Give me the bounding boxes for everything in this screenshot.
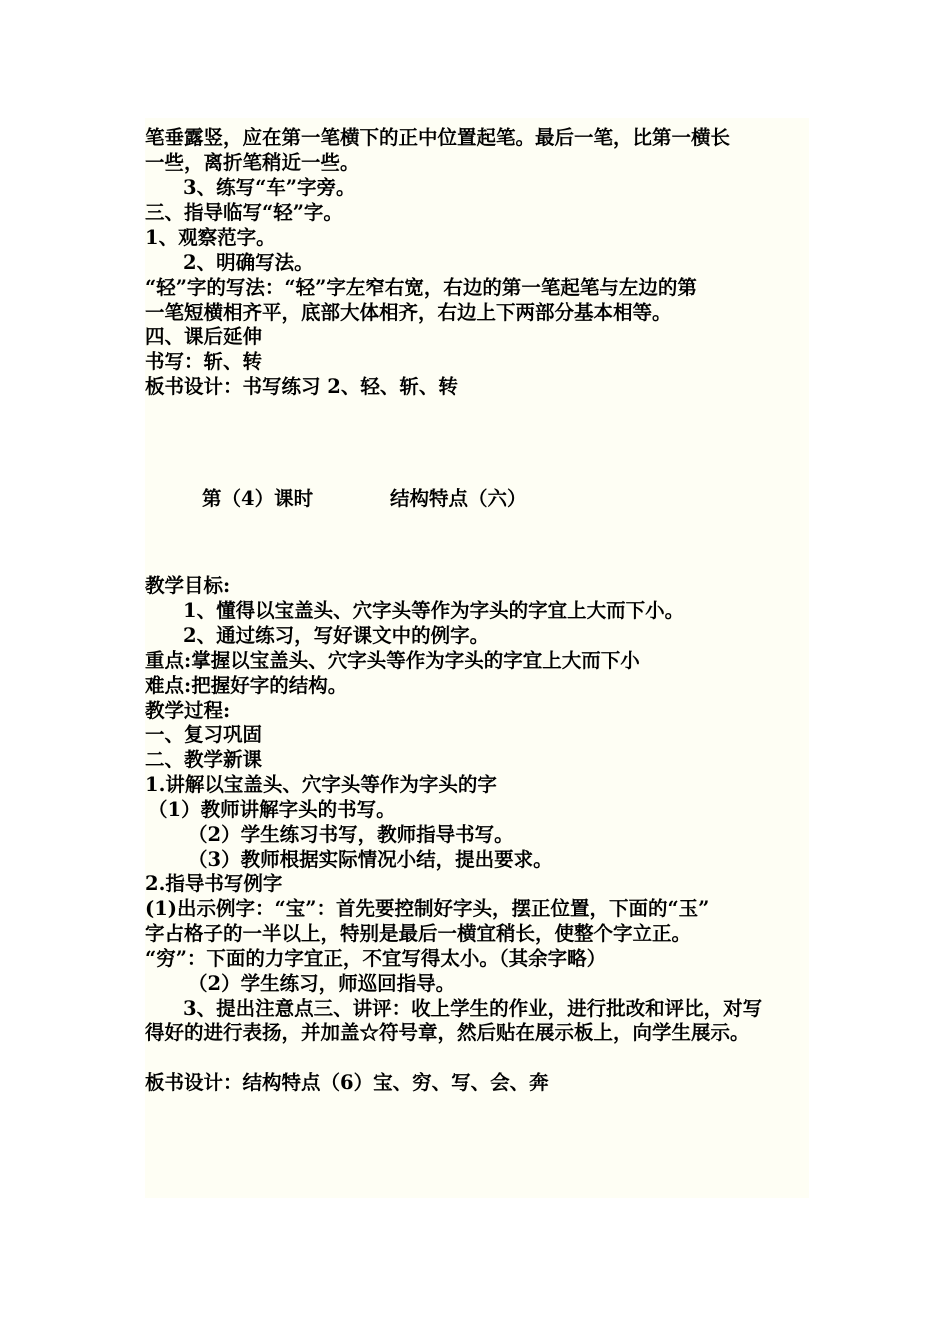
text-line: 1、懂得以宝盖头、穴字头等作为字头的字宜上大而下小。 bbox=[183, 599, 685, 622]
blackboard-design: 板书设计：书写练习 2、轻、斩、转 bbox=[145, 375, 458, 398]
section-heading: 三、指导临写“轻”字。 bbox=[145, 201, 343, 224]
text-line: 笔垂露竖，应在第一笔横下的正中位置起笔。最后一笔，比第一横长 bbox=[145, 126, 731, 149]
text-line: 2、明确写法。 bbox=[183, 251, 314, 274]
lesson-title: 结构特点（六） bbox=[390, 487, 527, 510]
text-line: 一些，离折笔稍近一些。 bbox=[145, 151, 360, 174]
lesson-number: 第（4）课时 bbox=[202, 487, 314, 510]
text-line: 难点:把握好字的结构。 bbox=[145, 674, 348, 697]
text-line: 重点:掌握以宝盖头、穴字头等作为字头的字宜上大而下小 bbox=[145, 649, 640, 672]
section-heading: 一、复习巩固 bbox=[145, 723, 263, 746]
text-line: （2）学生练习书写，教师指导书写。 bbox=[188, 823, 514, 846]
section-heading: 教学目标: bbox=[145, 574, 231, 597]
text-line: （1）教师讲解字头的书写。 bbox=[148, 798, 396, 821]
text-line: （2）学生练习，师巡回指导。 bbox=[188, 972, 456, 995]
text-line: “穷”：下面的力字宜正，不宜写得太小。（其余字略） bbox=[145, 947, 607, 970]
section-heading: 四、课后延伸 bbox=[145, 325, 263, 348]
text-line: 书写：斩、转 bbox=[145, 350, 263, 373]
text-line: 字占格子的一半以上，特别是最后一横宜稍长，使整个字立正。 bbox=[145, 922, 692, 945]
text-line: 得好的进行表扬，并加盖☆符号章，然后贴在展示板上，向学生展示。 bbox=[145, 1021, 750, 1044]
text-line: 一笔短横相齐平，底部大体相齐，右边上下两部分基本相等。 bbox=[145, 301, 672, 324]
text-line: (1)出示例字：“宝”：首先要控制好字头，摆正位置，下面的“玉” bbox=[145, 897, 710, 920]
text-line: （3）教师根据实际情况小结，提出要求。 bbox=[188, 848, 553, 871]
text-line: 1.讲解以宝盖头、穴字头等作为字头的字 bbox=[145, 773, 497, 796]
text-line: 2、通过练习，写好课文中的例字。 bbox=[183, 624, 490, 647]
text-line: “轻”字的写法：“轻”字左窄右宽，右边的第一笔起笔与左边的第 bbox=[145, 276, 697, 299]
section-heading: 二、教学新课 bbox=[145, 748, 263, 771]
text-line: 1、观察范字。 bbox=[145, 226, 276, 249]
blackboard-design: 板书设计：结构特点（6）宝、穷、写、会、奔 bbox=[145, 1071, 549, 1094]
text-line: 3、提出注意点三、讲评：收上学生的作业，进行批改和评比，对写 bbox=[183, 997, 763, 1020]
text-line: 2.指导书写例字 bbox=[145, 872, 283, 895]
section-heading: 教学过程: bbox=[145, 699, 231, 722]
text-line: 3、练写“车”字旁。 bbox=[183, 176, 356, 199]
